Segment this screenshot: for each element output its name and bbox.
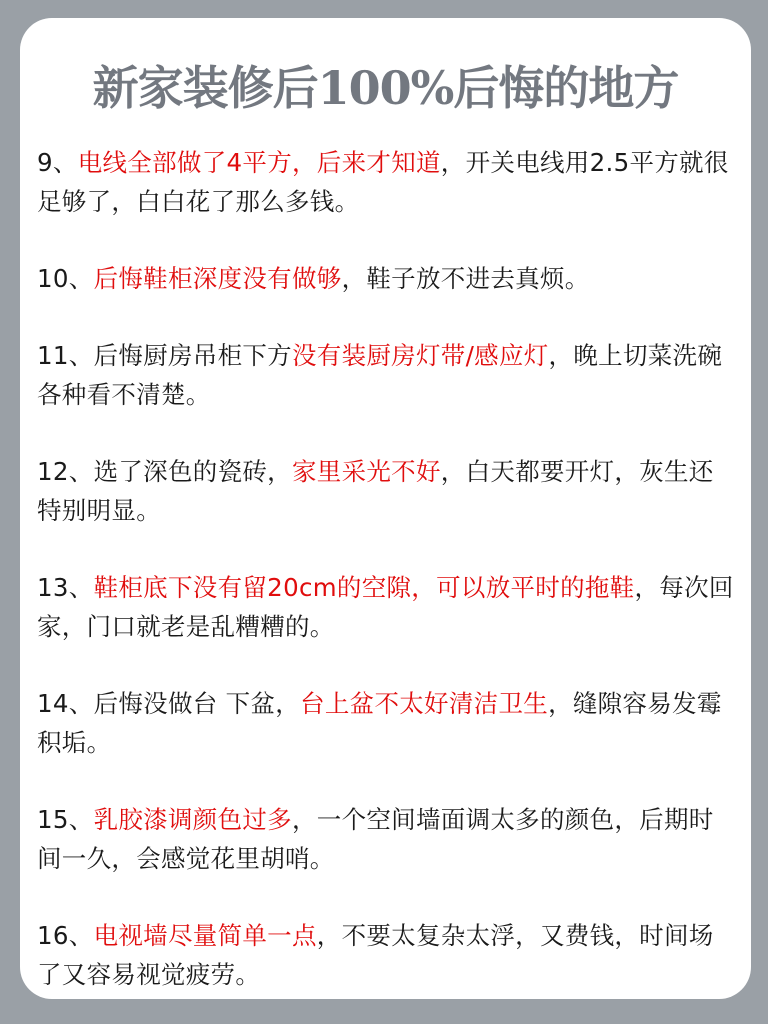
tip-text: 15、 <box>37 805 94 834</box>
tip-item <box>37 143 737 221</box>
tip-text: 12、选了深色的瓷砖， <box>37 457 292 486</box>
tip-highlight-text: 电线全部做了4平方，后来才知道 <box>77 148 441 177</box>
tips-list <box>37 143 737 999</box>
tip-highlight-text: 电视墙尽量简单一点 <box>93 921 317 950</box>
tip-highlight-text: 鞋柜底下没有留20cm的空隙，可以放平时的拖鞋 <box>93 573 635 602</box>
tip-text: ，每次回家，门口就老是乱糟糟的。 <box>37 573 734 641</box>
tip-text: 16、 <box>37 921 94 950</box>
tip-text: ，鞋子放不进去真烦。 <box>341 264 590 293</box>
tip-text: ，不要太复杂太浮，又费钱，时间场了又容易视觉疲劳。 <box>37 921 714 989</box>
tip-text: ，开关电线用2.5平方就很足够了，白白花了那么多钱。 <box>37 148 729 216</box>
tip-text: ，白天都要开灯，灰生还特别明显。 <box>37 457 714 525</box>
tip-item <box>37 800 737 878</box>
tip-highlight-text: 台上盆不太好清洁卫生 <box>300 689 549 718</box>
tip-text: ，缝隙容易发霉积垢。 <box>37 689 722 757</box>
tip-item <box>37 684 737 762</box>
tip-highlight-text: 家里采光不好 <box>291 457 441 486</box>
tip-item <box>37 259 737 298</box>
tip-item <box>37 568 737 646</box>
content-card <box>20 18 751 999</box>
tip-text: 13、 <box>37 573 94 602</box>
tip-highlight-text: 乳胶漆调颜色过多 <box>93 805 292 834</box>
tip-text: 9、 <box>37 148 78 177</box>
tip-text: 10、 <box>37 264 94 293</box>
page-title: 新家装修后100%后悔的地方 <box>92 61 679 115</box>
tip-text: ，晚上切菜洗碗各种看不清楚。 <box>37 341 723 409</box>
tip-text: 14、后悔没做台 下盆， <box>37 689 301 718</box>
tip-item <box>37 916 737 994</box>
tip-text: 11、后悔厨房吊柜下方 <box>37 341 292 370</box>
tip-highlight-text: 后悔鞋柜深度没有做够 <box>93 264 342 293</box>
tip-highlight-text: 没有装厨房灯带/感应灯 <box>291 341 549 370</box>
tip-text: ，一个空间墙面调太多的颜色，后期时间一久，会感觉花里胡哨。 <box>37 805 714 873</box>
tip-item <box>37 336 737 414</box>
tip-item <box>37 452 737 530</box>
